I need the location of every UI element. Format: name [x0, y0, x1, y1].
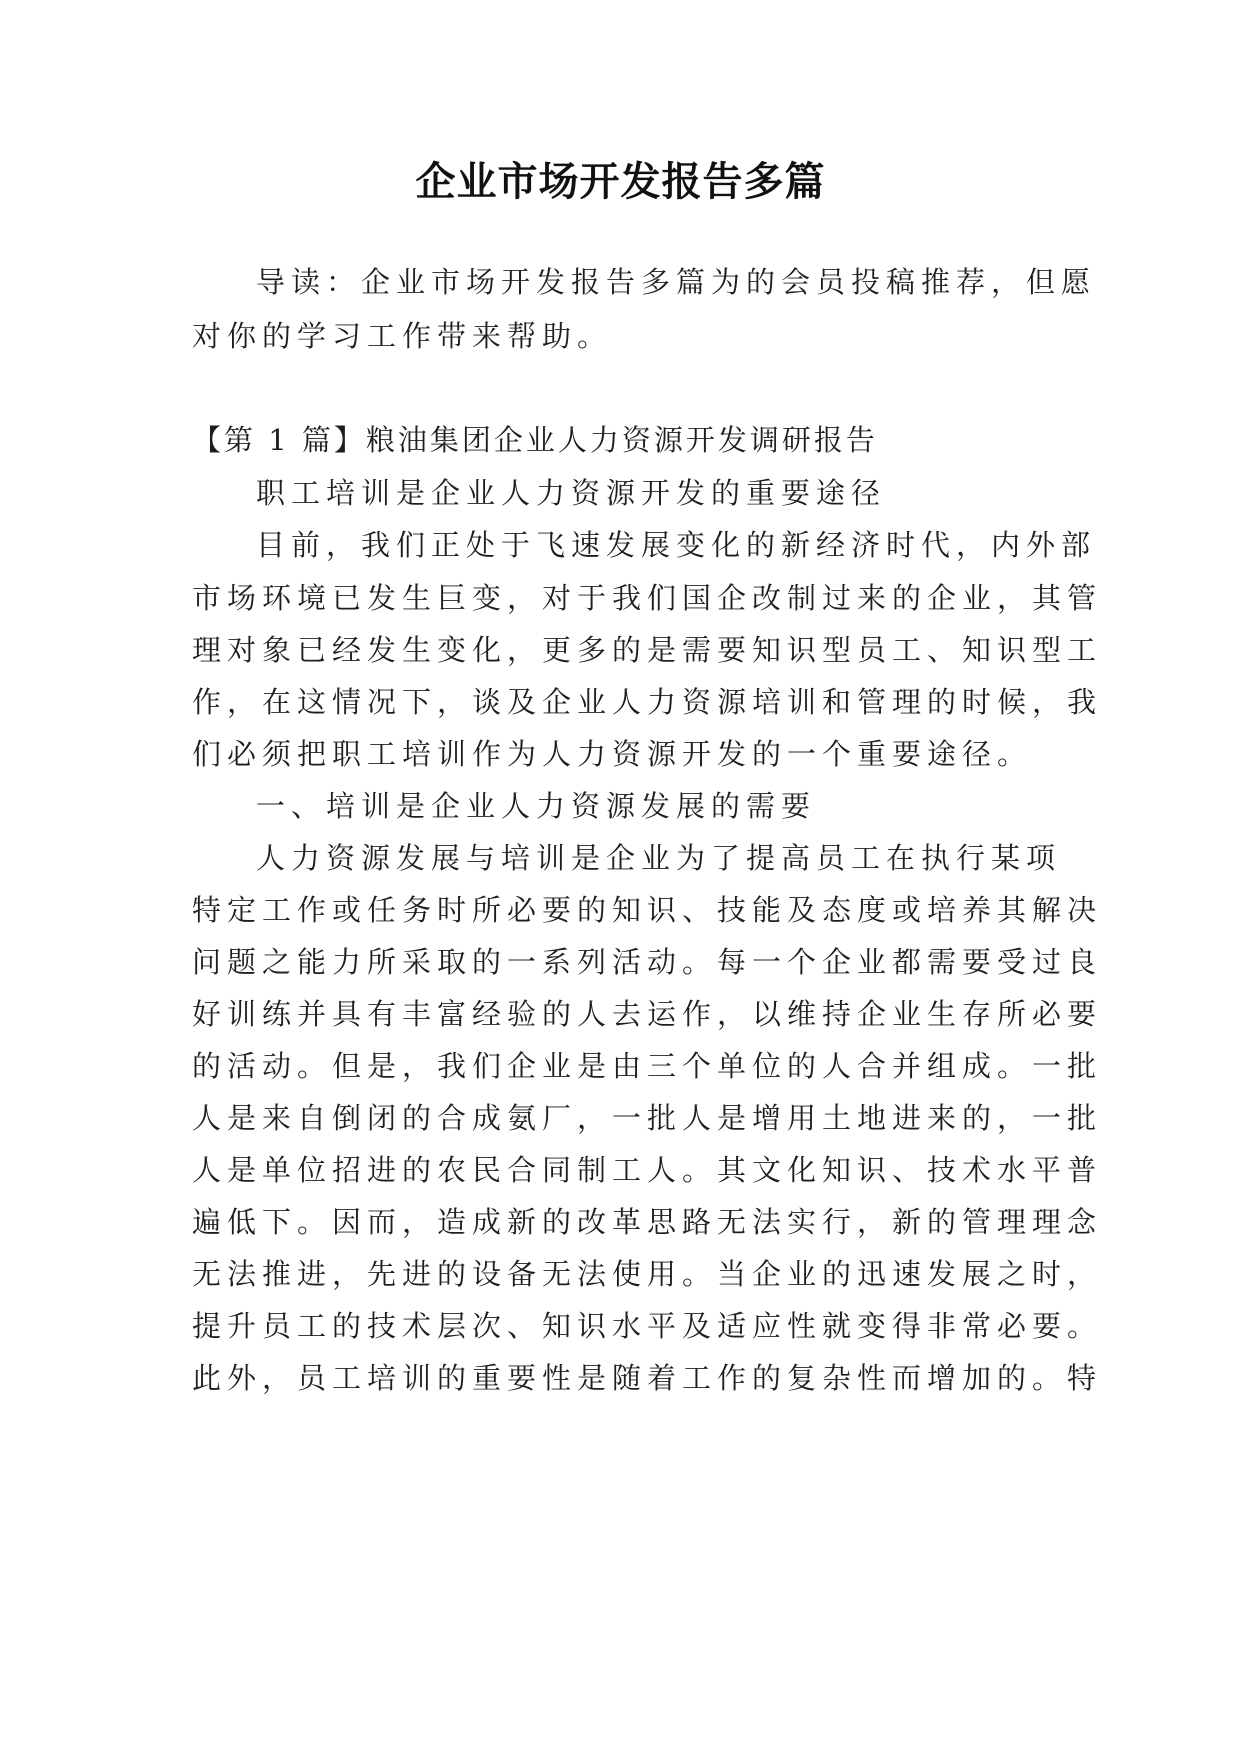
article-heading: 【第 1 篇】粮油集团企业人力资源开发调研报告	[192, 423, 878, 457]
paragraph-2-line-4: 好训练并具有丰富经验的人去运作，以维持企业生存所必要	[192, 997, 1103, 1031]
intro-line-2: 对你的学习工作带来帮助。	[192, 319, 613, 353]
article-subtitle: 职工培训是企业人力资源开发的重要途径	[256, 476, 887, 510]
paragraph-2-line-9: 无法推进，先进的设备无法使用。当企业的迅速发展之时，	[192, 1257, 1103, 1291]
paragraph-1-line-3: 理对象已经发生变化，更多的是需要知识型员工、知识型工	[192, 633, 1103, 667]
section-1-heading: 一、培训是企业人力资源发展的需要	[256, 789, 817, 823]
paragraph-2-line-3: 问题之能力所采取的一系列活动。每一个企业都需要受过良	[192, 945, 1103, 979]
paragraph-2-line-10: 提升员工的技术层次、知识水平及适应性就变得非常必要。	[192, 1309, 1103, 1343]
paragraph-2-line-2: 特定工作或任务时所必要的知识、技能及态度或培养其解决	[192, 893, 1103, 927]
document-title: 企业市场开发报告多篇	[415, 159, 826, 205]
paragraph-1-line-4: 作，在这情况下，谈及企业人力资源培训和管理的时候，我	[192, 685, 1103, 719]
paragraph-1-line-2: 市场环境已发生巨变，对于我们国企改制过来的企业，其管	[192, 581, 1103, 615]
paragraph-1-line-1: 目前，我们正处于飞速发展变化的新经济时代，内外部	[256, 528, 1097, 562]
paragraph-2-line-5: 的活动。但是，我们企业是由三个单位的人合并组成。一批	[192, 1049, 1103, 1083]
intro-line-1: 导读：企业市场开发报告多篇为的会员投稿推荐，但愿	[256, 265, 1097, 299]
paragraph-2-line-7: 人是单位招进的农民合同制工人。其文化知识、技术水平普	[192, 1153, 1103, 1187]
paragraph-2-line-6: 人是来自倒闭的合成氨厂，一批人是增用土地进来的，一批	[192, 1101, 1103, 1135]
paragraph-1-line-5: 们必须把职工培训作为人力资源开发的一个重要途径。	[192, 737, 1033, 771]
paragraph-2-line-8: 遍低下。因而，造成新的改革思路无法实行，新的管理理念	[192, 1205, 1103, 1239]
paragraph-2-line-11: 此外，员工培训的重要性是随着工作的复杂性而增加的。特	[192, 1361, 1103, 1395]
paragraph-2-line-1: 人力资源发展与培训是企业为了提高员工在执行某项	[256, 841, 1062, 875]
